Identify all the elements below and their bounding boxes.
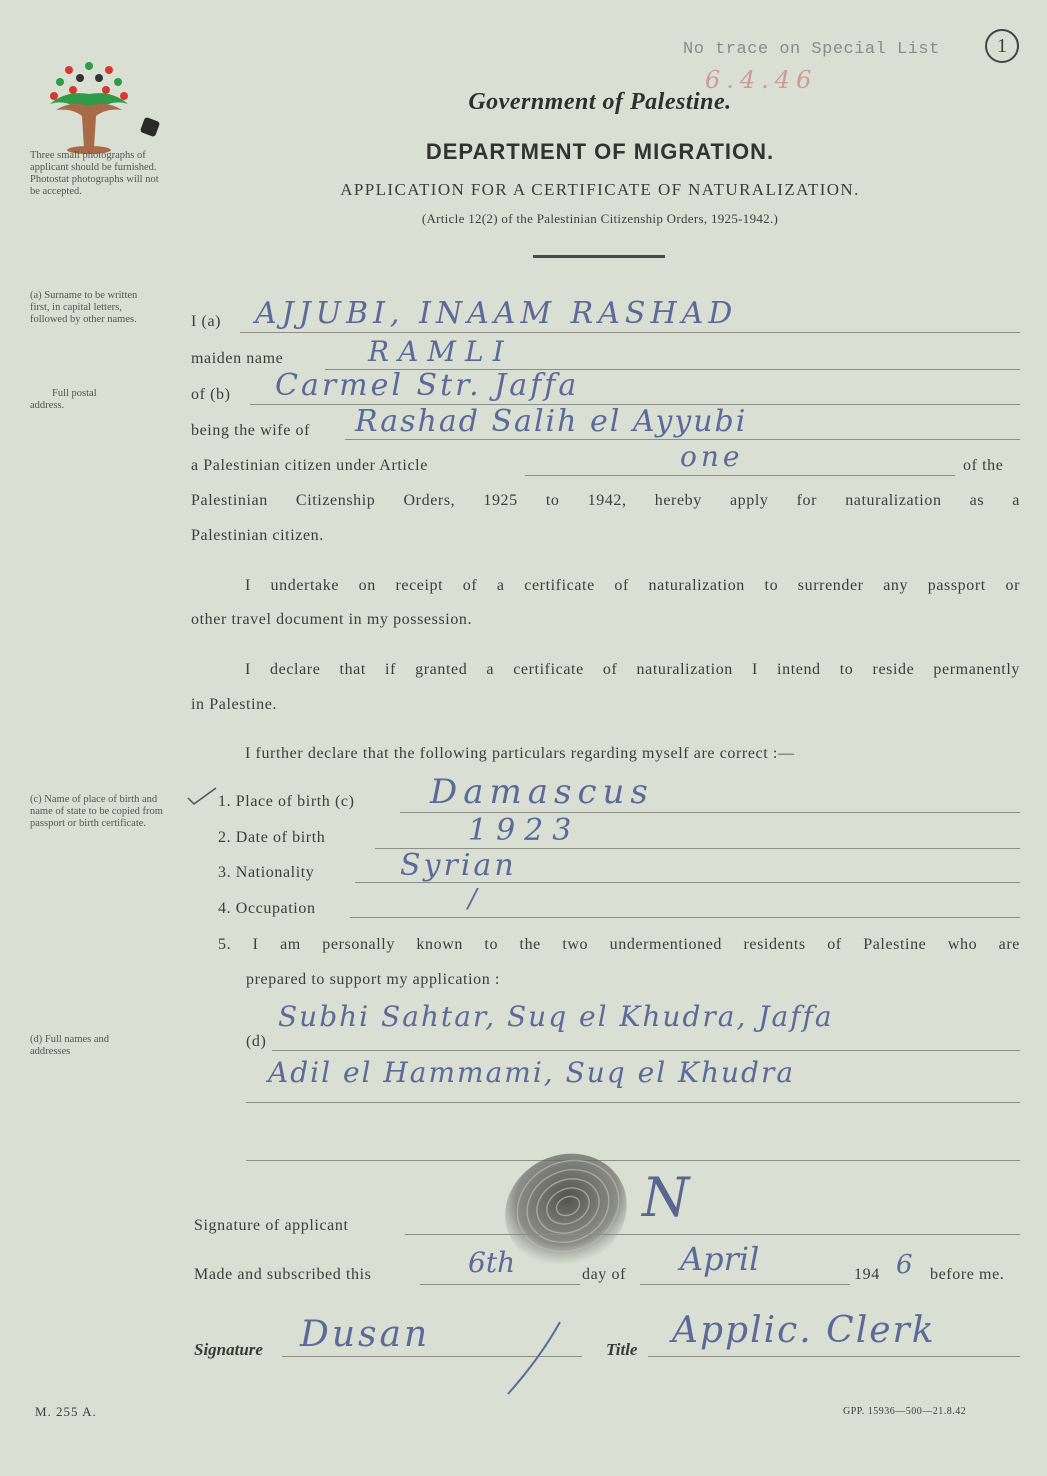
item-1-label: 1. Place of birth (c)	[218, 793, 355, 810]
margin-note-b: Full postal address.	[30, 388, 97, 411]
government-heading: Government of Palestine.	[468, 89, 732, 115]
item-3-label: 3. Nationality	[218, 864, 315, 881]
item-3-value: Syrian	[400, 848, 517, 883]
label-title: Title	[606, 1340, 638, 1359]
signature-stroke	[500, 1318, 580, 1398]
year-prefix: 194	[854, 1266, 880, 1283]
name-line	[240, 332, 1020, 333]
label-article: a Palestinian citizen under Article	[191, 457, 428, 474]
photo-corner-mark	[140, 117, 161, 138]
label-maiden: maiden name	[191, 350, 284, 367]
item-2-value: 1923	[468, 813, 581, 848]
item-5-line-1: 5. I am personally known to the two undermentioned residents of Palestine who are	[218, 936, 1020, 953]
page-number-circle	[985, 29, 1019, 63]
title-value: Applic. Clerk	[672, 1310, 936, 1351]
paragraph-2-line-1: I undertake on receipt of a certificate of naturalization to surrender any passport or	[245, 577, 1020, 594]
margin-note-photographs: Three small photographs of applicant should be furnished. Photostat photographs will not be accepted.	[30, 150, 159, 197]
item-5-line-2: prepared to support my application :	[246, 971, 500, 988]
margin-note-d: (d) Full names and addresses	[30, 1034, 110, 1057]
date-note: 6.4.46	[705, 66, 818, 94]
month-line	[640, 1284, 850, 1285]
item-4-label: 4. Occupation	[218, 900, 316, 917]
label-d: (d)	[246, 1033, 267, 1050]
referee-2: Adil el Hammami, Suq el Khudra	[268, 1056, 796, 1089]
label-made-subscribed: Made and subscribed this	[194, 1266, 372, 1283]
article-reference: (Article 12(2) of the Palestinian Citizenship Orders, 1925-1942.)	[421, 211, 779, 226]
officer-signature: Dusan	[300, 1314, 431, 1355]
printer-code: GPP. 15936—500—21.8.42	[843, 1406, 967, 1417]
month-value: April	[680, 1240, 760, 1278]
address-value: Carmel Str. Jaffa	[275, 368, 580, 403]
paragraph-3-line-2: in Palestine.	[191, 696, 278, 713]
checkmark-icon	[186, 786, 218, 806]
referee-line-2	[246, 1102, 1020, 1103]
year-value: 6	[896, 1250, 913, 1280]
label-before-me: before me.	[930, 1266, 1005, 1283]
label-day-of: day of	[582, 1266, 627, 1283]
paragraph-1-line-2: Palestinian Citizenship Orders, 1925 to 1942, hereby apply for naturalization as a	[191, 492, 1020, 509]
referee-1: Subhi Sahtar, Suq el Khudra, Jaffa	[278, 1000, 834, 1033]
item-1-value: Damascus	[430, 772, 654, 812]
title-line	[648, 1356, 1020, 1357]
header-divider	[533, 255, 665, 258]
applicant-mark: N	[642, 1166, 690, 1229]
label-a: I (a)	[191, 313, 222, 330]
label-signature: Signature	[194, 1340, 263, 1359]
referee-line-1	[272, 1050, 1020, 1051]
applicant-signature-line	[405, 1234, 1020, 1235]
paragraph-4: I further declare that the following particulars regarding myself are correct :—	[245, 745, 795, 762]
label-of-the: of the	[963, 457, 1004, 474]
paragraph-2-line-2: other travel document in my possession.	[191, 611, 473, 628]
maiden-value: RAMLI	[368, 335, 513, 368]
name-value: AJJUBI, INAAM RASHAD	[255, 296, 738, 331]
page-number: 1	[997, 35, 1007, 57]
article-value: one	[680, 440, 744, 473]
paragraph-3-line-1: I declare that if granted a certificate of naturalization I intend to reside permanently	[245, 661, 1020, 678]
label-wife: being the wife of	[191, 422, 311, 439]
header-note: No trace on Special List	[683, 40, 940, 59]
day-line	[420, 1284, 580, 1285]
article-line	[525, 475, 955, 476]
day-value: 6th	[468, 1246, 516, 1279]
application-title: APPLICATION FOR A CERTIFICATE OF NATURALIZATION.	[340, 180, 860, 199]
label-b: of (b)	[191, 386, 231, 403]
form-number: M. 255 A.	[35, 1404, 97, 1419]
item-4-line	[350, 917, 1020, 918]
margin-note-a: (a) Surname to be written first, in capital letters, followed by other names.	[30, 290, 138, 325]
item-2-label: 2. Date of birth	[218, 829, 326, 846]
department-heading: DEPARTMENT OF MIGRATION.	[425, 139, 775, 164]
tree-logo-icon	[46, 60, 132, 156]
item-4-value: /	[468, 884, 477, 914]
label-signature-applicant: Signature of applicant	[194, 1217, 349, 1234]
paragraph-1-line-3: Palestinian citizen.	[191, 527, 324, 544]
margin-note-c: (c) Name of place of birth and name of state to be copied from passport or birth certificate.	[30, 794, 163, 829]
husband-value: Rashad Salih el Ayyubi	[355, 404, 748, 439]
